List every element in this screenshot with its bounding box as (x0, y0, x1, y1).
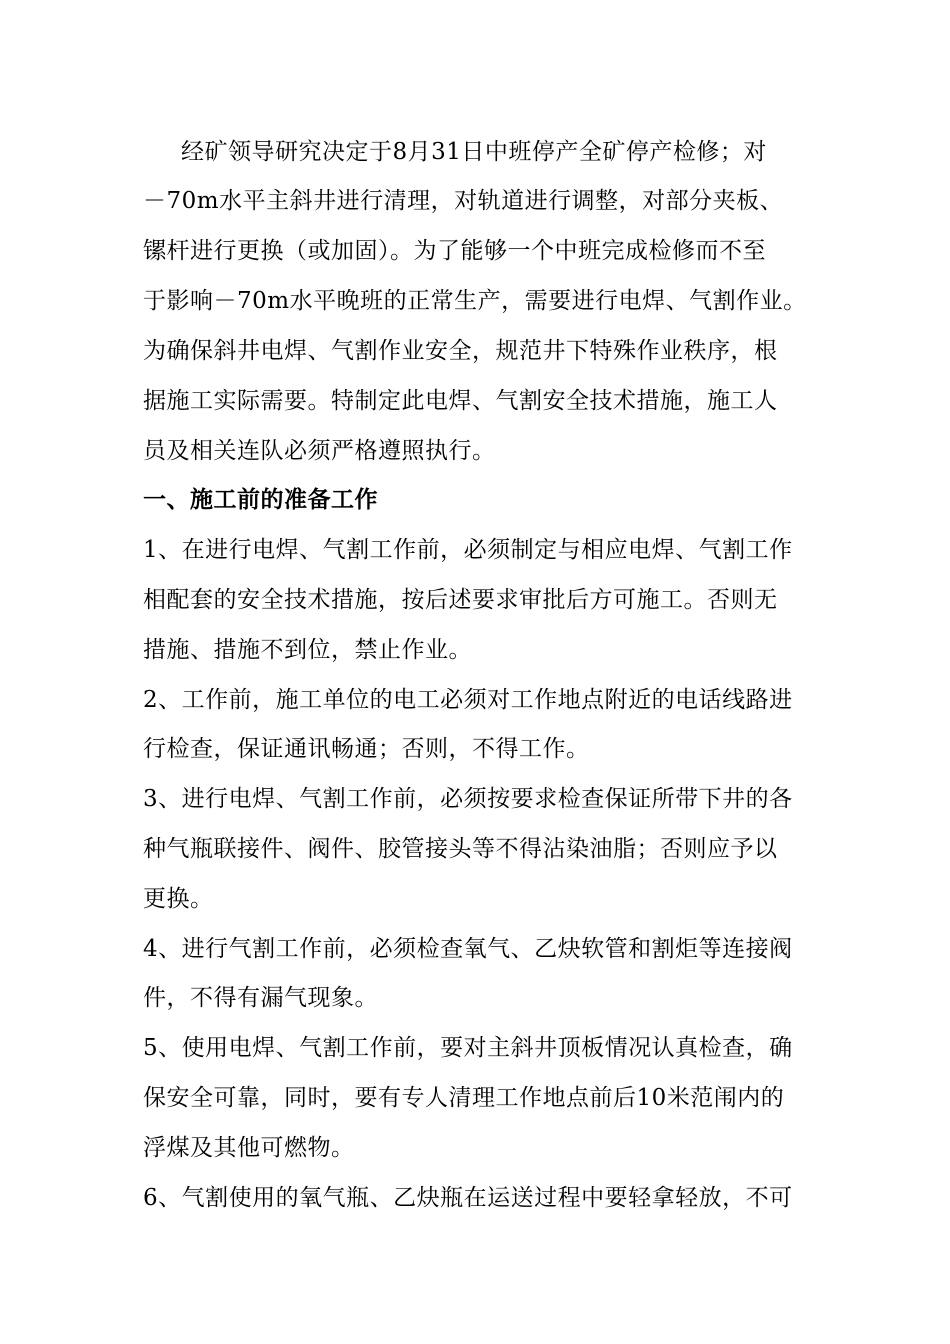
list-item-line: 2、工作前，施工单位的电工必须对工作地点附近的电话线路进 (143, 687, 793, 713)
list-item-line: 4、进行气割工作前，必须检查氧气、乙炔软管和割炬等连接阀 (143, 936, 793, 962)
paragraph-line: 经矿领导研究决定于8月31日中班停产全矿停产检修；对 (181, 139, 767, 165)
list-item-line: 保安全可靠，同时，要有专人清理工作地点前后10米范闱内的 (143, 1085, 785, 1111)
paragraph-line: 于影响－70m水平晚班的正常生产，需要进行电焊、气割作业。 (143, 288, 807, 314)
list-item-line: 件，不得有漏气现象。 (143, 985, 378, 1011)
paragraph-line: 镙杆进行更换（或加固）。为了能够一个中班完成检修而不至 (143, 238, 766, 264)
list-item-line: 行检查，保证通讯畅通；否则，不得工作。 (143, 736, 590, 762)
list-item-line: 3、进行电焊、气割工作前，必须按要求检查保证所带下井的各 (143, 786, 793, 812)
paragraph-line: 为确保斜井电焊、气割作业安全，规范井下特殊作业秩序，根 (143, 338, 778, 364)
paragraph-line: 员及相关连队必须严格遵照执行。 (143, 438, 496, 464)
list-item-line: 措施、措施不到位，禁止作业。 (143, 637, 472, 663)
list-item-line: 6、气割使用的氧气瓶、乙炔瓶在运送过程中要轻拿轻放，不可 (143, 1185, 793, 1211)
list-item-line: 1、在进行电焊、气割工作前，必须制定与相应电焊、气割工作 (143, 537, 793, 563)
list-item-line: 种气瓶联接件、阀件、胶管接头等不得沾染油脂；否则应予以 (143, 836, 778, 862)
list-item-line: 相配套的安全技术措施，按后述要求审批后方可施工。否则无 (143, 587, 778, 613)
section-heading: 一、施工前的准备工作 (143, 486, 378, 513)
list-item-line: 5、使用电焊、气割工作前，要对主斜井顶板情况认真检查，确 (143, 1035, 793, 1061)
paragraph-line: 据施工实际需要。特制定此电焊、气割安全技术措施，施工人 (143, 388, 778, 414)
list-item-line: 浮煤及其他可燃物。 (143, 1135, 355, 1161)
list-item-line: 更换。 (143, 886, 214, 912)
paragraph-line: －70m水平主斜井进行清理，对轨道进行调整，对部分夹板、 (143, 188, 784, 214)
